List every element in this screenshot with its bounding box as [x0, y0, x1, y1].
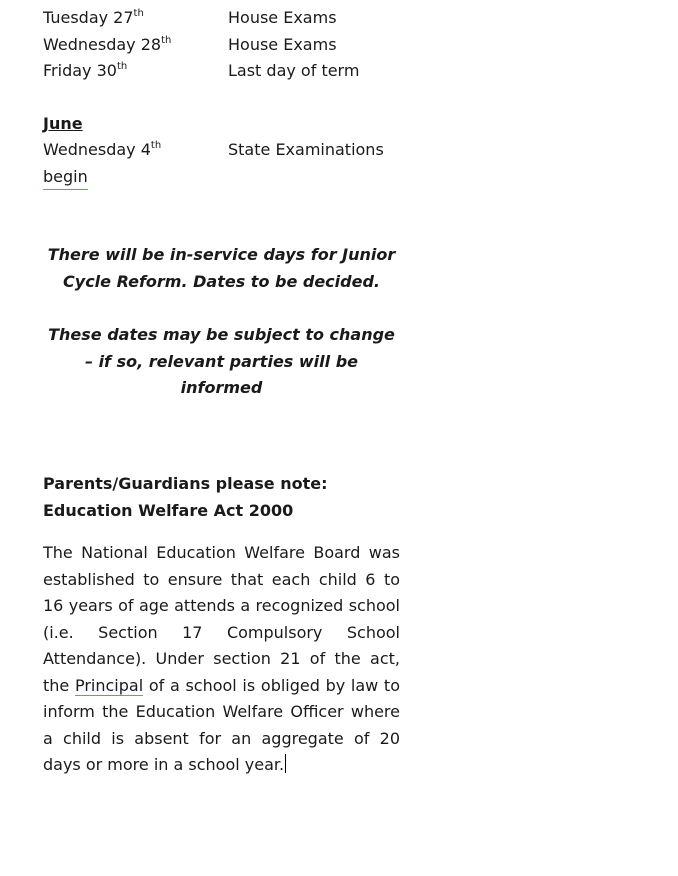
principal-word: Principal [74, 675, 144, 695]
schedule-event: State Examinations [228, 140, 384, 159]
welfare-paragraph: The National Education Welfare Board was established to ensure that each child 6 to 16 years of age attends a recognized school (i.e. Section 17 Compulsory School Attendance). Under section 21 of the act, the Principal of a school is obliged by law to inform the Education Welfare Officer where a child is absent for an aggregate of 20 days or more in a school year. [43, 543, 400, 774]
schedule-date: Friday 30th [43, 60, 128, 80]
schedule-date: Wednesday 28th [43, 34, 172, 54]
schedule-event: House Exams [228, 35, 337, 54]
schedule-continuation-text: begin [43, 165, 88, 190]
text-cursor [285, 754, 286, 773]
schedule-date: Tuesday 27th [43, 7, 144, 27]
month-heading-june: June [43, 114, 83, 133]
inservice-note: There will be in-service days for Junior Cycle Reform. Dates to be decided. [47, 245, 396, 291]
welfare-heading: Parents/Guardians please note: Education Welfare Act 2000 [43, 474, 328, 520]
change-note: These dates may be subject to change – if so, relevant parties will be informed [48, 325, 395, 397]
schedule-event: House Exams [228, 8, 337, 27]
schedule-date: Wednesday 4th [43, 139, 162, 159]
schedule-event: Last day of term [228, 61, 360, 80]
